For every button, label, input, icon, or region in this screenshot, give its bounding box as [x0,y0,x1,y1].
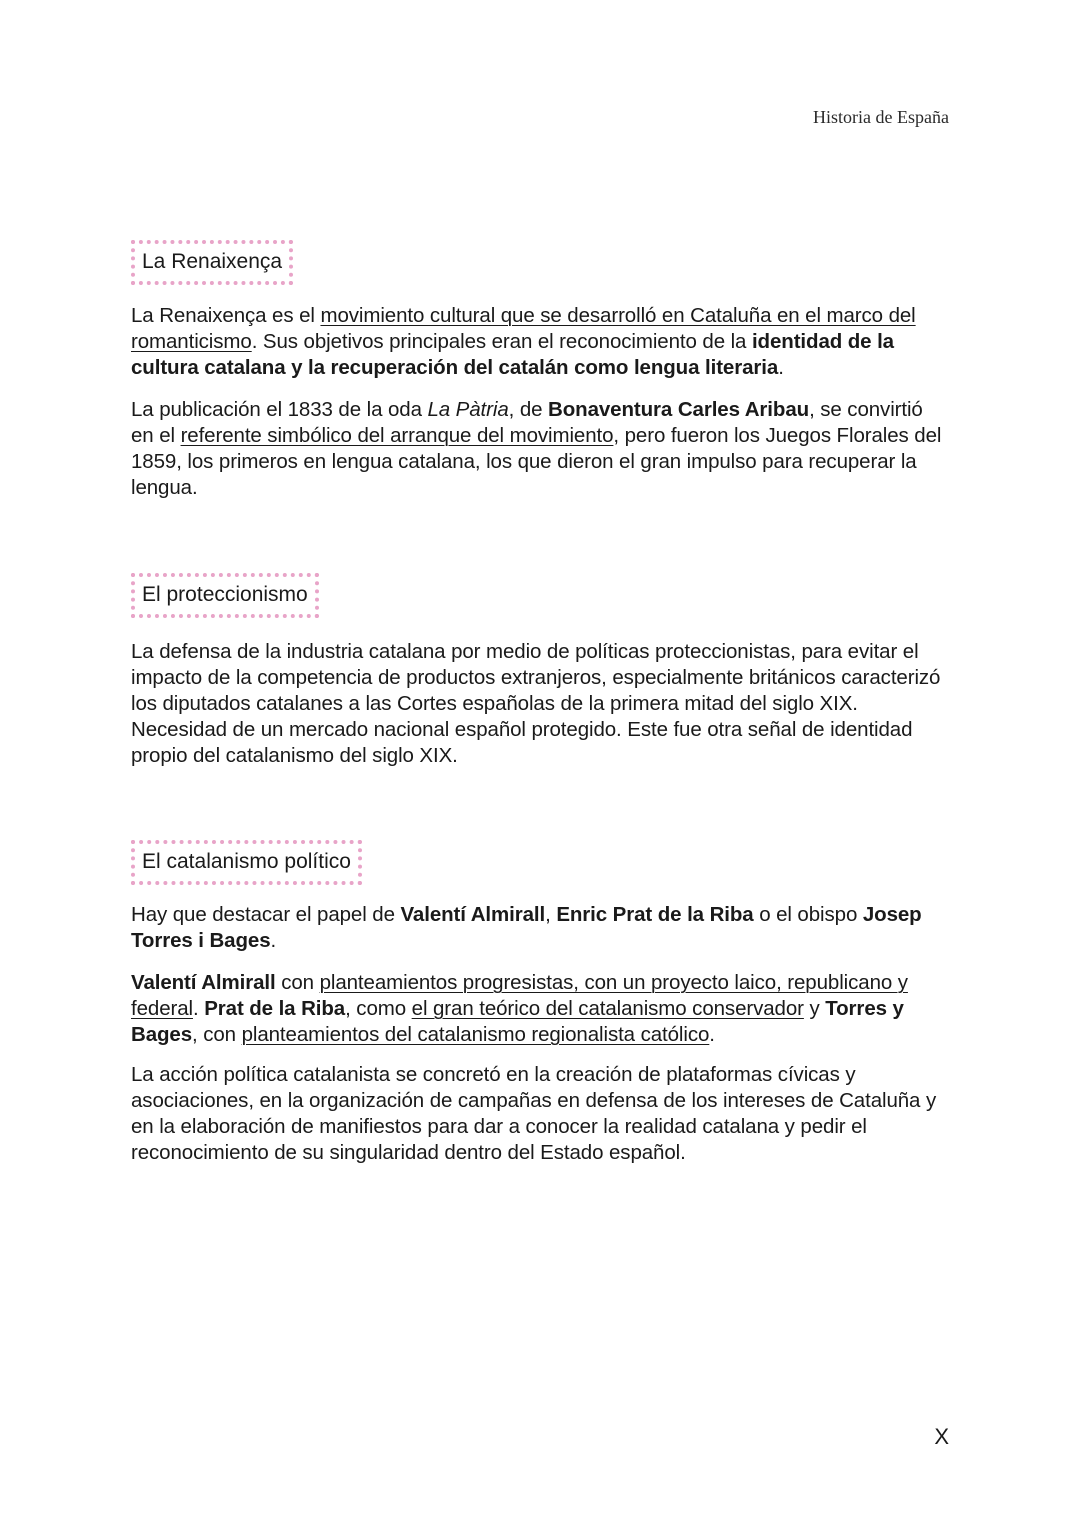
section-heading: La Renaixença [131,240,293,285]
bold-text: Valentí Almirall [131,971,276,994]
bold-text: Enric Prat de la Riba [556,903,754,926]
bold-text: Bonaventura Carles Aribau [548,398,810,421]
bold-text: Prat de la Riba [204,997,346,1020]
text: , [545,903,557,926]
section-heading: El catalanismo político [131,840,362,885]
paragraph [131,970,946,1048]
underlined-text: referente simbólico del arranque del movimiento [180,424,614,447]
text: . [192,997,205,1020]
text: o el obispo [753,903,863,926]
text: La Renaixença es el [131,304,321,327]
text: . [709,1023,715,1046]
text: , se convirtió en el [131,398,923,447]
text: Hay que destacar el papel de [131,903,401,926]
paragraph [131,397,946,501]
italic-text: La Pàtria [427,398,509,421]
bold-text: Valentí Almirall [400,903,546,926]
text: , como [345,997,412,1020]
bold-text: identidad de la cultura catalana y la recuperación del catalán como lengua literaria [131,330,894,379]
text: con [275,971,320,994]
text: La publicación el 1833 de la oda [131,398,428,421]
section-heading: El proteccionismo [131,573,319,618]
text: , pero fueron los Juegos Florales del 1859, los primeros en lengua catalana, los que dieron el gran impulso para recuperar la lengua. [131,424,942,499]
text: . [778,356,784,379]
bold-text: Torres y Bages [131,997,904,1046]
text: . [270,929,277,952]
bold-text: Josep Torres i Bages [131,903,922,952]
text: , de [508,398,549,421]
text: . Sus objetivos principales eran el reconocimiento de la [251,330,752,353]
section-catalanismo-politico [131,840,946,1166]
paragraph: La defensa de la industria catalana por medio de políticas proteccionistas, para evitar el impacto de la competencia de productos extranjeros, especialmente británicos caracterizó los diputados catalanes a las Cortes españolas de la primera mitad del siglo XIX. Necesidad de un mercado nacional español protegido. Este fue otra señal de identidad propio del catalanismo del siglo XIX. [131,640,941,767]
paragraph [131,902,946,954]
underlined-text: el gran teórico del catalanismo conservador [411,997,804,1020]
section-proteccionismo [131,573,946,769]
paragraph: La acción política catalanista se concretó en la creación de plataformas cívicas y asociaciones, en la organización de campañas en defensa de los intereses de Cataluña y en la elaboración de manifiestos para dar a conocer la realidad catalana y pedir el reconocimiento de su singularidad dentro del Estado español. [131,1063,937,1164]
section-renaixenca [131,240,946,501]
page-number: X [934,1424,949,1449]
underlined-text: planteamientos progresistas, con un proyecto laico, republicano y federal [131,971,908,1020]
underlined-text: planteamientos del catalanismo regionalista católico [241,1023,710,1046]
running-header: Historia de España [813,107,949,127]
paragraph [131,303,946,381]
text: , con [192,1023,242,1046]
text: y [803,997,826,1020]
underlined-text: movimiento cultural que se desarrolló en Cataluña en el marco del romanticismo [131,304,916,353]
